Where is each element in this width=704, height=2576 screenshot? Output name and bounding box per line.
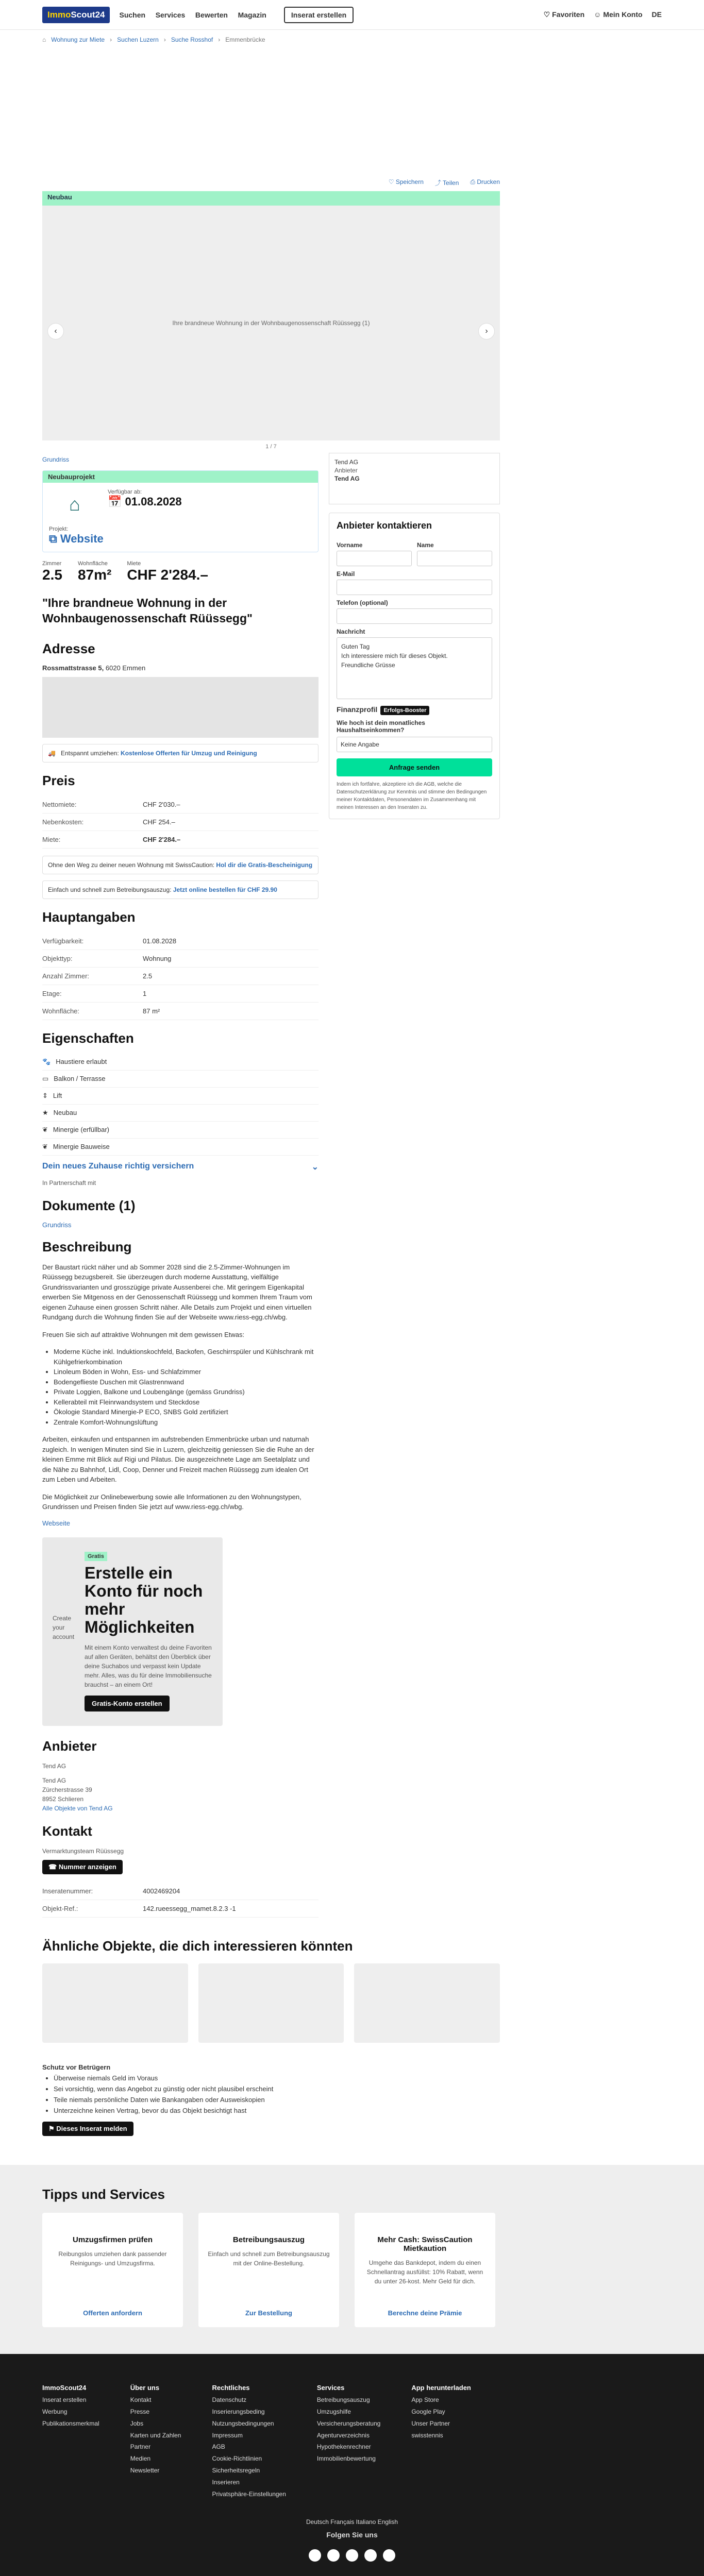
phone-input[interactable] xyxy=(337,608,492,624)
report-button[interactable]: ⚑ Dieses Inserat melden xyxy=(42,2122,133,2136)
income-select[interactable]: Keine Angabe xyxy=(337,737,492,752)
website-link[interactable]: Webseite xyxy=(42,1519,70,1527)
heart-icon: ♡ xyxy=(543,10,552,19)
project-header: Neubauprojekt xyxy=(43,471,318,483)
prev-arrow-icon[interactable]: ‹ xyxy=(47,323,64,340)
price-heading: Preis xyxy=(42,772,75,788)
home-icon[interactable]: ⌂ xyxy=(42,36,46,43)
deposit-promo[interactable]: Ohne den Weg zu deiner neuen Wohnung mit SwissCaution: Hol dir die Gratis-Bescheinigung xyxy=(42,856,319,874)
user-icon: ☺ xyxy=(594,10,604,19)
header-right xyxy=(544,10,662,19)
availability-date: 📅 01.08.2028 xyxy=(108,495,182,508)
similar-card[interactable] xyxy=(354,1963,500,2043)
truck-icon: 🚚 xyxy=(48,749,56,757)
footer: ImmoScout24 Inserat erstellen Werbung Publikationsmerkmal Über uns Kontakt Presse Jobs Karten und Zahlen Partner Medien Newsletter Rechtliches Datenschutz Inserierungsbeding Nutzungsbedingungen Impressum AGB Cookie-Richtlinien Sicherheitsregeln Inserieren Privatsphäre-Einstellungen Services Betreibungsauszug Umzugshilfe Versicherungsberatung Agenturverzeichnis Hypothekenrechner Immobilienbewertung App herunterladen App Store Google Play Unser Partner swisstennis Deutsch Français Italiano English Folgen Sie uns xyxy=(0,2354,704,2576)
feature-item: ❦ Minergie (erfüllbar) xyxy=(42,1122,319,1139)
provider-logo: Tend AG xyxy=(42,1762,66,1770)
map[interactable] xyxy=(42,677,319,738)
social-icons xyxy=(42,2549,662,2563)
tip-card: Umzugsfirmen prüfen Reibungslos umziehen dank passender Reinigungs- und Umzugsfirma. Offerten anfordern xyxy=(42,2213,183,2327)
create-listing-button[interactable]: Inserat erstellen xyxy=(284,7,354,23)
feature-item: ❦ Minergie Bauweise xyxy=(42,1139,319,1156)
project-box: Neubauprojekt ⌂ Verfügbar ab: 📅 01.08.2028 Projekt: ⧉ Website xyxy=(42,470,319,552)
next-arrow-icon[interactable]: › xyxy=(478,323,495,340)
key-area: Wohnfläche 87m² xyxy=(77,561,112,583)
facebook-icon xyxy=(309,2549,321,2562)
description-heading: Beschreibung xyxy=(42,1239,132,1255)
project-logo-icon: ⌂ xyxy=(69,494,80,515)
description-p4: Die Möglichkeit zur Onlinebewerbung sowie alle Informationen zu den Wohnungstypen, Grundrissen und Preisen finden Sie jetzt auf www.riess-egg.ch/wbg. xyxy=(42,1493,301,1511)
signup-card: Create your account Gratis Erstelle ein Konto für noch mehr Möglichkeiten Mit einem Konto verwaltest du deine Favoriten auf allen Geräten, behältst den Überblick über deine Suchabos und verpasst kein Update mehr. Alles, was du für deine Immobiliensuche brauchst – an einem Ort! Gratis-Konto erstellen xyxy=(42,1537,223,1726)
contact-heading: Kontakt xyxy=(42,1823,92,1839)
top-navbar xyxy=(0,0,704,30)
ad-banner xyxy=(0,49,704,178)
pet-icon: 🐾 xyxy=(42,1057,51,1065)
lift-icon: ⇕ xyxy=(42,1091,48,1099)
linkedin-icon xyxy=(364,2549,377,2562)
leaf-icon: ❦ xyxy=(42,1125,48,1133)
breadcrumb-item[interactable]: Suchen Luzern xyxy=(117,36,159,43)
tip-card: Mehr Cash: SwissCaution Mietkaution Umgehe das Bankdepot, indem du einen Schnellantrag ausfüllst: 10% Rabatt, wenn du unter 26-kost. Mehr Geld für dich. Berechne deine Prämie xyxy=(355,2213,495,2327)
document-link[interactable]: Grundriss xyxy=(42,1221,72,1229)
agent-logo-box: Tend AG Anbieter Tend AG xyxy=(329,453,500,504)
flag-icon: ⚑ xyxy=(48,2124,57,2132)
similar-listings xyxy=(42,1963,500,2043)
gallery-counter: 1 / 7 xyxy=(265,444,277,450)
tips-section: Tipps und Services Umzugsfirmen prüfen Reibungslos umziehen dank passender Reinigungs- und Umzugsfirma. Offerten anfordern Betreibungsauszug Einfach und schnell zum Betreibungsauszug mit der Online-Bestellung. Zur Bestellung Mehr Cash: SwissCaution Mietkaution Umgehe das Bankdepot, indem du einen Schnellantrag ausfüllst: 10% Rabatt, wenn du unter 26-kost. Mehr Geld für dich. Berechne deine Prämie xyxy=(0,2165,704,2354)
nav-services[interactable]: Services xyxy=(155,10,186,19)
message-textarea[interactable]: Guten Tag Ich interessiere mich für dieses Objekt. Freundliche Grüsse xyxy=(337,637,492,699)
instagram-icon xyxy=(327,2549,340,2562)
project-website-link[interactable]: ⧉ Website xyxy=(49,532,104,545)
image-gallery[interactable] xyxy=(42,191,500,440)
feature-item: ⇕ Lift xyxy=(42,1088,319,1105)
breadcrumb-item[interactable]: Suche Rosshof xyxy=(171,36,213,43)
print-button[interactable]: ⎙ Drucken xyxy=(470,178,500,185)
x-icon xyxy=(346,2549,358,2562)
nav-bewerten[interactable]: Bewerten xyxy=(195,10,228,19)
key-rent: Miete CHF 2'284.– xyxy=(127,561,208,583)
email-input[interactable] xyxy=(337,580,492,595)
share-button[interactable]: ⤴ Teilen xyxy=(434,179,459,187)
insurance-accordion[interactable]: Dein neues Zuhause richtig versichern ⌄ xyxy=(42,1161,319,1172)
description-p3: Arbeiten, einkaufen und entspannen im aufstrebenden Emmenbrücke urban und naturnah zugleich. In wenigen Minuten sind Sie in Luzern, gleichzeitig geniessen Sie die Ruhe an der kleinen Emme mit Blick auf Rigi und Pilatus. Die ausgezeichnete Lage am Seetalplatz und die Nähe zu Bahnhof, Lidl, Coop, Denner und Freizeit machen Rüüssegg zum idealen Ort zum Leben und Arbeiten. xyxy=(42,1435,314,1484)
description-p2: Freuen Sie sich auf attraktive Wohnungen mit dem gewissen Etwas: xyxy=(42,1330,245,1338)
gallery-image: Ihre brandneue Wohnung in der Wohnbaugenossenschaft Rüüssegg (1) xyxy=(172,319,370,327)
documents-heading: Dokumente (1) xyxy=(42,1197,136,1213)
new-build-icon: ★ xyxy=(42,1108,48,1116)
feature-item: ★ Neubau xyxy=(42,1105,319,1122)
feature-item: ▭ Balkon / Terrasse xyxy=(42,1071,319,1088)
description-list: • Moderne Küche inkl. Induktionskochfeld, Backofen, Geschirrspüler und Kühlschrank mit Kühlgefrierkombination • Linoleum Böden in Wohn, Ess- und Schlafzimmer • Bodengeflieste Duschen mit Glastrennwand • Private Loggien, Balkone und Loubengänge (gemäss Grundriss) • Kellerabteil mit Fleinrwandsystem und Steckdose • Ökologie Standard Minergie-P ECO, SNBS Gold zertifiziert • Zentrale Komfort-Wohnungslüftung xyxy=(54,1347,319,1427)
feature-item: 🐾 Haustiere erlaubt xyxy=(42,1054,319,1071)
show-number-button[interactable]: ☎ Nummer anzeigen xyxy=(42,1860,123,1874)
send-button[interactable]: Anfrage senden xyxy=(337,758,492,776)
breadcrumb: ⌂ Wohnung zur Miete › Suchen Luzern › Suche Rosshof › Emmenbrücke xyxy=(42,36,265,43)
new-build-badge: Neubau xyxy=(47,193,72,201)
account-illustration: Create your account xyxy=(53,1614,75,1640)
features-heading: Eigenschaften xyxy=(42,1030,134,1046)
nav-magazin[interactable]: Magazin xyxy=(238,10,266,19)
contact-form: Anbieter kontaktieren Vorname Name E-Mail Telefon (optional) Nachricht Guten Tag Ich interessiere mich für dieses Objekt. Freundliche Grüsse Finanzprofil Erfolgs-Booster Wie hoch ist dein monatliches Haushaltseinkommen? Keine Angabe Anfrage senden Indem ich fortfahre, akzeptiere ich die AGB, welche die Datenschutzerklärung zur Kenntnis und stimme den Bedingungen meiner Kontaktdaten, Personendaten im Zusammenhang mit meinen Interessen an den Inseraten zu. xyxy=(329,513,500,819)
balcony-icon: ▭ xyxy=(42,1074,49,1082)
nav-suchen[interactable]: Suchen xyxy=(119,10,146,19)
favorites-link[interactable]: ♡ Favoriten xyxy=(543,10,585,19)
key-rooms: Zimmer 2.5 xyxy=(42,561,62,583)
tip-card: Betreibungsauszug Einfach und schnell zum Betreibungsauszug mit der Online-Bestellung. Zur Bestellung xyxy=(198,2213,339,2327)
language-select[interactable]: DE xyxy=(651,10,662,19)
provider-heading: Anbieter xyxy=(42,1738,97,1754)
breadcrumb-item[interactable]: Wohnung zur Miete xyxy=(51,36,105,43)
youtube-icon xyxy=(383,2549,395,2562)
account-link[interactable]: ☺ Mein Konto xyxy=(594,10,643,19)
main-nav xyxy=(119,11,274,19)
provider-address: Tend AG Zürcherstrasse 39 8952 Schlieren Alle Objekte von Tend AG xyxy=(42,1776,113,1812)
chevron-down-icon: ⌄ xyxy=(311,1162,319,1172)
listing-title: "Ihre brandneue Wohnung in der Wohnbaugenossenschaft Rüüssegg" xyxy=(42,596,253,625)
address-heading: Adresse xyxy=(42,640,95,656)
breadcrumb-current: Emmenbrücke xyxy=(225,36,265,43)
floorplan-link[interactable]: Grundriss xyxy=(42,456,70,463)
save-button[interactable]: ♡ Speichern xyxy=(388,178,424,185)
all-listings-link[interactable]: Alle Objekte von Tend AG xyxy=(42,1804,113,1812)
listing-actions xyxy=(42,178,500,191)
site-logo[interactable]: ImmoScout24 xyxy=(42,7,110,23)
similar-card[interactable] xyxy=(42,1963,188,2043)
create-account-button[interactable]: Gratis-Konto erstellen xyxy=(85,1696,170,1711)
moving-promo[interactable]: 🚚 Entspannt umziehen: Kostenlose Offerten für Umzug und Reinigung xyxy=(42,744,319,762)
phone-icon: ☎ xyxy=(48,1862,59,1871)
similar-heading: Ähnliche Objekte, die dich interessieren könnten xyxy=(42,1938,353,1954)
main-info-heading: Hauptangaben xyxy=(42,909,136,925)
last-name-input[interactable] xyxy=(417,551,492,566)
leaf-icon: ❦ xyxy=(42,1142,48,1150)
similar-card[interactable] xyxy=(198,1963,344,2043)
address-text: Rossmattstrasse 5, 6020 Emmen xyxy=(42,664,146,672)
first-name-input[interactable] xyxy=(337,551,412,566)
debt-extract-promo[interactable]: Einfach und schnell zum Betreibungsauszug: Jetzt online bestellen für CHF 29.90 xyxy=(42,880,319,899)
description-p1: Der Baustart rückt näher und ab Sommer 2028 sind die 2.5-Zimmer-Wohnungen im Rüüssegg bezugsbereit. Sie überzeugen durch moderne Ausstattung, vielfältige Grundrissvarianten und grosszügige private Aussenberei che. Mit geringem Eigenkapital erwerben Sie Mitgenoss en der Genossenschaft Rüüssegg und kommen Ihrem Traum vom eigenen Zuhause einen grossen Schritt näher. Alle Details zum Projekt und einen virtuellen Rundgang durch die Wohnung finden Sie auf der Webseite www.riess-egg.ch/wbg. xyxy=(42,1263,312,1321)
key-facts xyxy=(42,561,319,583)
fraud-box: Schutz vor Betrügern • Überweise niemals Geld im Voraus • Sei vorsichtig, wenn das Angebot zu günstig oder nicht plausibel erscheint • Teile niemals persönliche Daten wie Bankangaben oder Ausweiskopien • Unterzeichne keinen Vertrag, bevor du das Objekt besichtigt hast ⚑ Dieses Inserat melden xyxy=(42,2063,500,2144)
